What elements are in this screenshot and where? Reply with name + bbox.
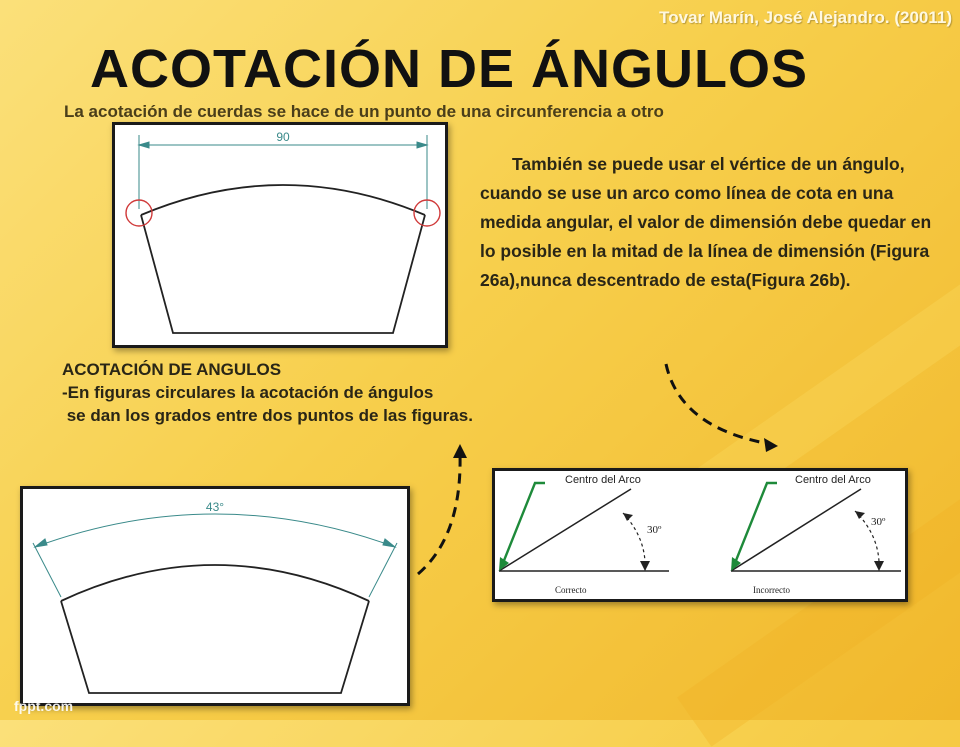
vertex-incorrect-label: Centro del Arco: [795, 474, 871, 486]
vertex-paragraph: [480, 150, 950, 295]
dashed-arrow-right: [660, 358, 790, 458]
chord-figure: [112, 122, 448, 348]
angles-line-2: [62, 404, 682, 427]
chord-dimension-lines: [139, 135, 427, 209]
arc-figure: [20, 486, 410, 706]
chord-shape: [141, 215, 425, 333]
angles-heading: ACOTACIÓN DE ANGULOS: [62, 360, 282, 379]
vertex-figure-drawing: [495, 471, 905, 599]
chord-arc: [141, 185, 425, 215]
vertex-correct-label: Centro del Arco: [565, 474, 641, 486]
angles-line-2-period: .: [468, 406, 473, 425]
angles-line-1: -En figuras circulares la acotación de ángulos: [62, 383, 434, 402]
vertex-incorrect-angle: 30º: [871, 516, 886, 528]
arc-shape: [61, 601, 369, 693]
chord-figure-drawing: [115, 125, 445, 345]
arc-dimension-lines: [33, 514, 397, 597]
vertex-figure: [492, 468, 908, 602]
vertex-correct-angle: 30º: [647, 524, 662, 536]
page-title: ACOTACIÓN DE ÁNGULOS: [90, 39, 808, 99]
arc-dimension-label: 43°: [205, 500, 225, 514]
angles-line-2-text: se dan los grados entre dos puntos de las figuras: [62, 406, 469, 425]
watermark: fppt.com: [14, 698, 74, 714]
vertex-correct-diagram: [499, 483, 669, 571]
arc-top-curve: [61, 565, 369, 601]
author-credit: Tovar Marín, José Alejandro. (20011): [659, 8, 952, 27]
angles-section: [62, 358, 682, 427]
vertex-paragraph-content: También se puede usar el vértice de un ángulo, cuando se use un arco como línea de cota en una medida angular, el valor de dimensión debe quedar en lo posible en la mitad de la línea de dimensión (Figura 26a),nunca descentrado de esta(Figura 26b).: [480, 154, 932, 290]
arc-figure-drawing: [23, 489, 407, 703]
dashed-arrow-up: [408, 440, 478, 580]
intro-text-content: La acotación de cuerdas se hace de un punto de una circunferencia a otro: [64, 102, 664, 121]
vertex-incorrect-caption: Incorrecto: [753, 585, 790, 595]
vertex-correct-caption: Correcto: [555, 585, 587, 595]
chord-dimension-label: 90: [276, 130, 290, 144]
